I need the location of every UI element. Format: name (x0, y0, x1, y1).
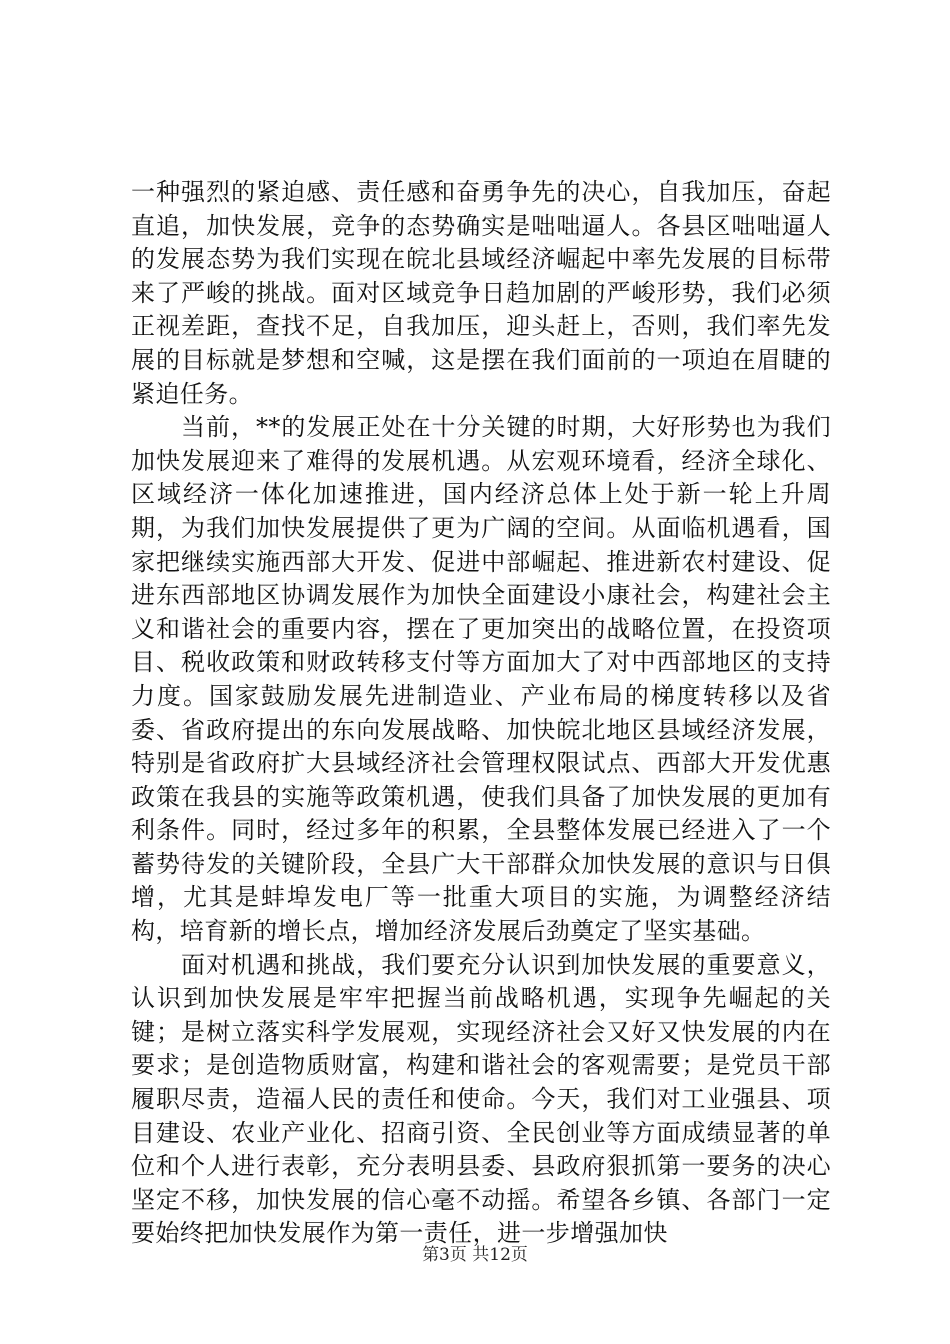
page-number-footer: 第3页 共12页 (422, 1245, 528, 1265)
paragraph-2: 当前，**的发展正处在十分关键的时期，大好形势也为我们加快发展迎来了难得的发展机遇。从宏观环境看，经济全球化、区域经济一体化加速推进，国内经济总体上处于新一轮上升周期，为我们加快发展提供了更为广阔的空间。从面临机遇看，国家把继续实施西部大开发、促进中部崛起、推进新农村建设、促进东西部地区协调发展作为加快全面建设小康社会，构建社会主义和谐社会的重要内容，摆在了更加突出的战略位置，在投资项目、税收政策和财政转移支付等方面加大了对中西部地区的支持力度。国家鼓励发展先进制造业、产业布局的梯度转移以及省委、省政府提出的东向发展战略、加快皖北地区县域经济发展，特别是省政府扩大县域经济社会管理权限试点、西部大开发优惠政策在我县的实施等政策机遇，使我们具备了加快发展的更加有利条件。同时，经过多年的积累，全县整体发展已经进入了一个蓄势待发的关键阶段，全县广大干部群众加快发展的意识与日俱增，尤其是蚌埠发电厂等一批重大项目的实施，为调整经济结构，培育新的增长点，增加经济发展后劲奠定了坚实基础。 (131, 413, 831, 946)
document-body (131, 176, 831, 1251)
paragraph-1: 一种强烈的紧迫感、责任感和奋勇争先的决心，自我加压，奋起直追，加快发展，竞争的态势确实是咄咄逼人。各县区咄咄逼人的发展态势为我们实现在皖北县域经济崛起中率先发展的目标带来了严峻的挑战。面对区域竞争日趋加剧的严峻形势，我们必须正视差距，查找不足，自我加压，迎头赶上，否则，我们率先发展的目标就是梦想和空喊，这是摆在我们面前的一项迫在眉睫的紧迫任务。 (131, 178, 831, 408)
paragraph-3: 面对机遇和挑战，我们要充分认识到加快发展的重要意义，认识到加快发展是牢牢把握当前战略机遇，实现争先崛起的关键；是树立落实科学发展观，实现经济社会又好又快发展的内在要求；是创造物质财富，构建和谐社会的客观需要；是党员干部履职尽责，造福人民的责任和使命。今天，我们对工业强县、项目建设、农业产业化、招商引资、全民创业等方面成绩显著的单位和个人进行表彰，充分表明县委、县政府狠抓第一要务的决心坚定不移，加快发展的信心毫不动摇。希望各乡镇、各部门一定要始终把加快发展作为第一责任，进一步增强加快 (131, 950, 831, 1248)
